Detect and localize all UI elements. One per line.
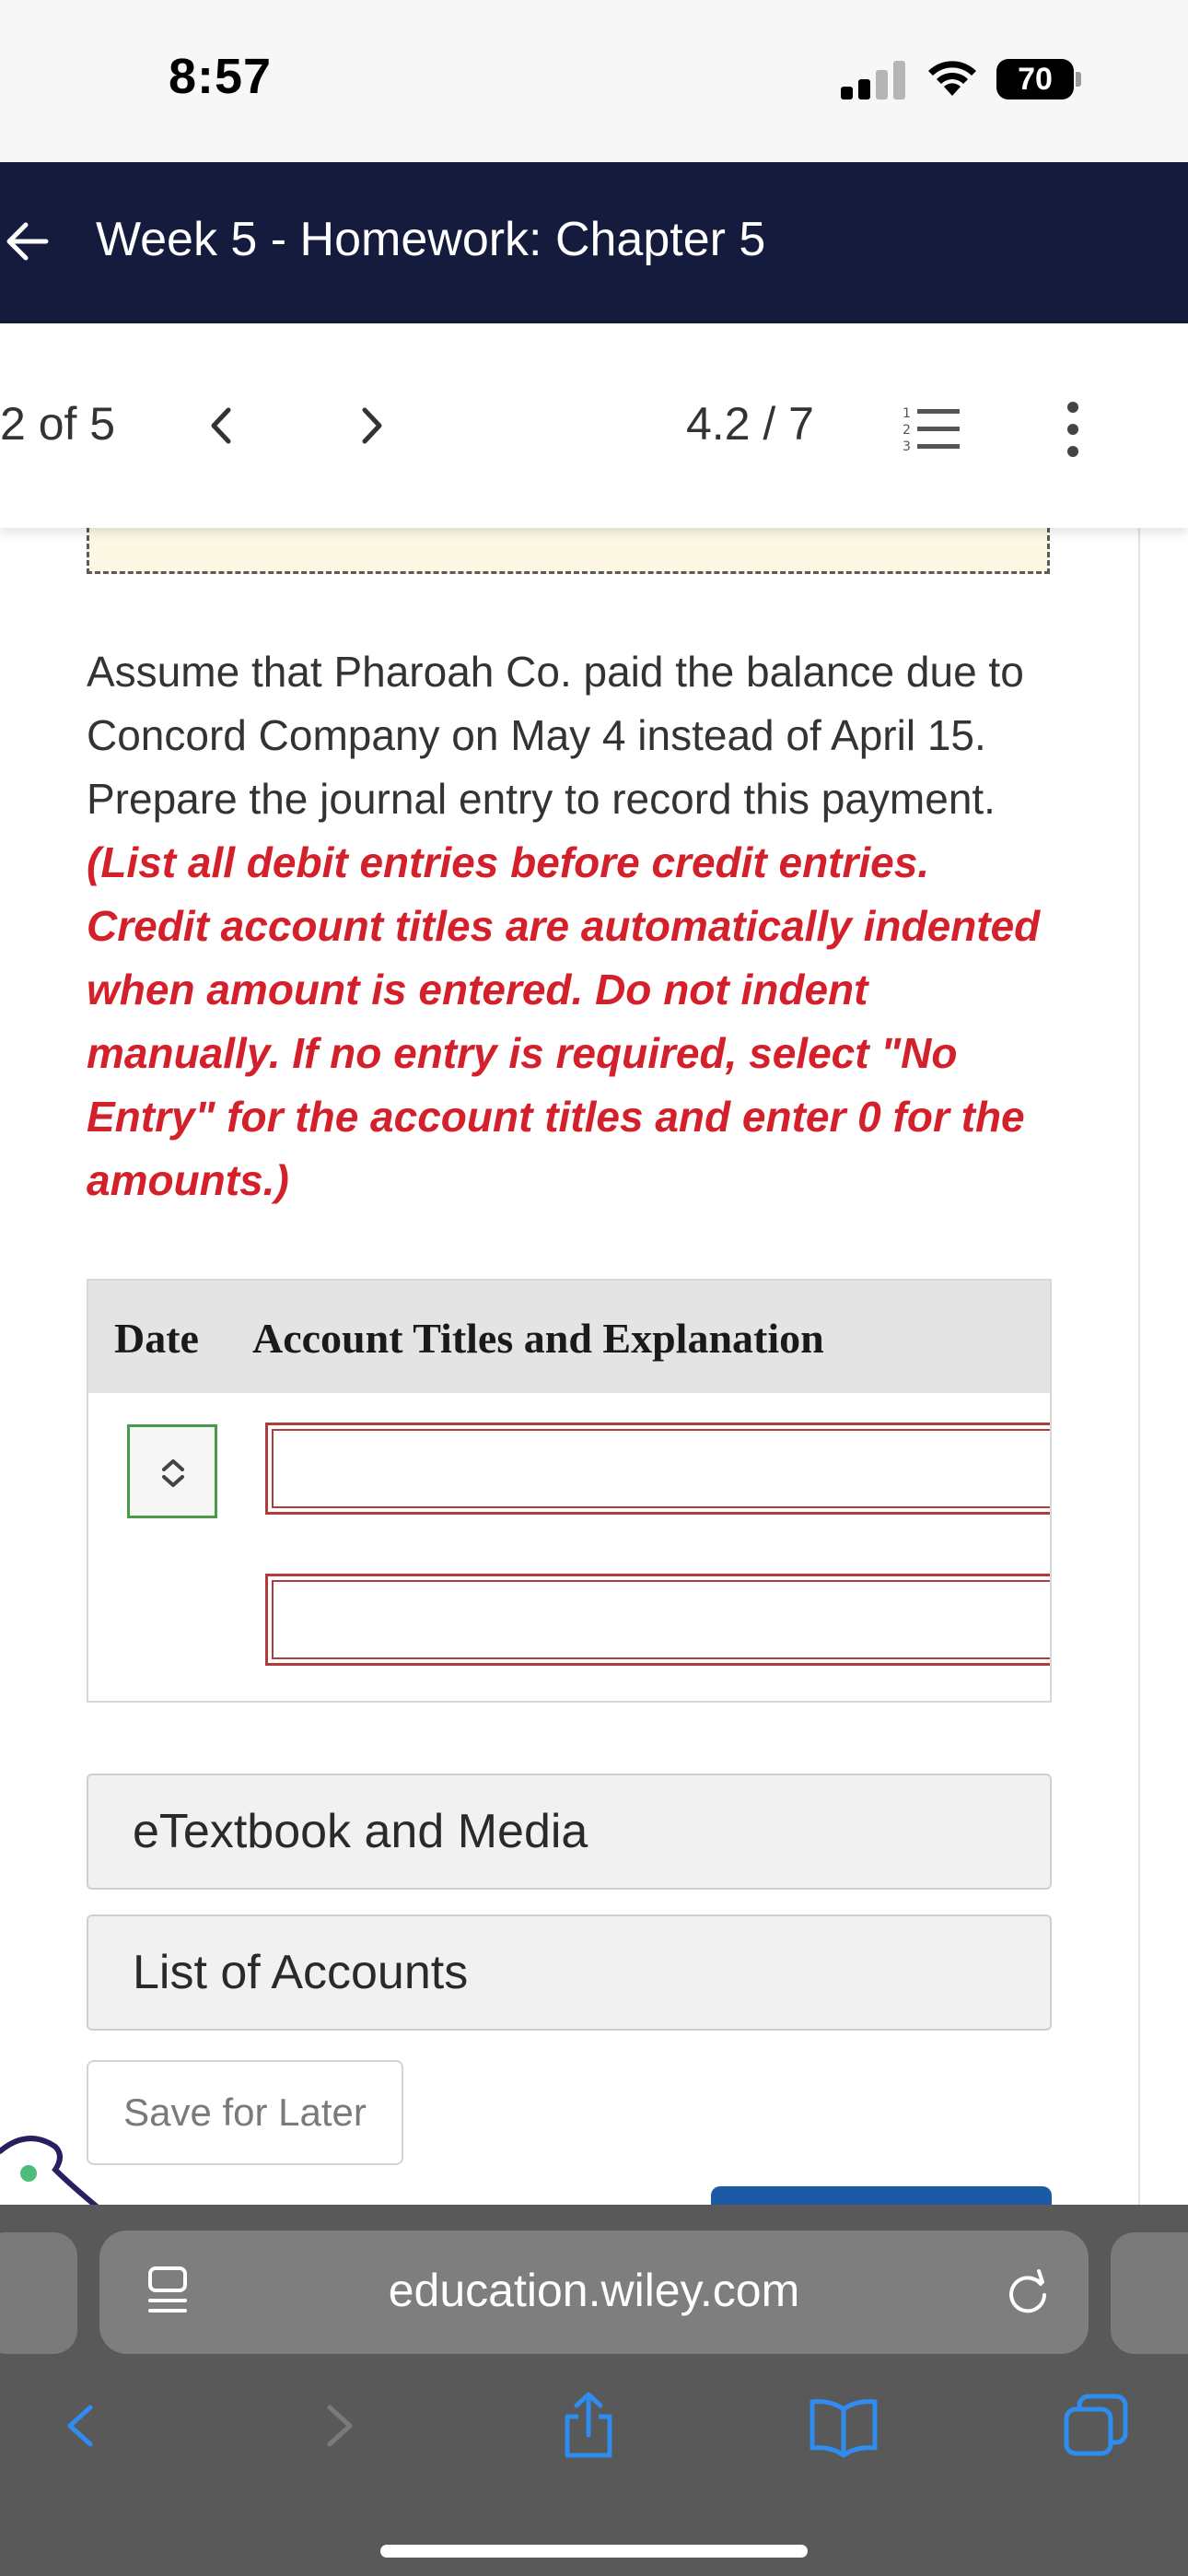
column-header-account: Account Titles and Explanation <box>252 1315 824 1362</box>
journal-header <box>88 1281 1050 1393</box>
svg-text:2: 2 <box>903 423 911 438</box>
account-title-input-1[interactable] <box>265 1423 1052 1515</box>
question-prompt: Assume that Pharoah Co. paid the balance due to Concord Company on May 4 instead of April 15. Prepare the journal entry to record this payment. <box>87 648 1024 823</box>
share-icon[interactable] <box>556 2389 621 2463</box>
question-list-icon[interactable] <box>903 404 961 454</box>
assignment-title: Week 5 - Homework: Chapter 5 <box>96 213 766 266</box>
date-select[interactable] <box>127 1424 217 1518</box>
reload-icon[interactable] <box>1004 2267 1052 2317</box>
journal-entry-table <box>87 1279 1052 1703</box>
wifi-icon <box>925 55 980 98</box>
question-content <box>0 528 1188 2205</box>
browser-chrome <box>0 2205 1188 2576</box>
status-time: 8:57 <box>169 49 273 104</box>
browser-back-icon[interactable] <box>57 2389 103 2463</box>
assistant-mascot-icon[interactable] <box>0 2133 111 2216</box>
svg-text:3: 3 <box>903 439 911 454</box>
chevron-up-down-icon <box>155 1455 192 1492</box>
save-for-later-button[interactable]: Save for Later <box>87 2060 403 2165</box>
etextbook-media-accordion[interactable]: eTextbook and Media <box>87 1774 1052 1890</box>
svg-text:1: 1 <box>903 406 911 421</box>
url-text: education.wiley.com <box>388 2265 800 2316</box>
cell-signal-icon <box>841 61 905 100</box>
next-tab-preview[interactable] <box>1111 2232 1188 2354</box>
back-arrow-icon[interactable] <box>0 214 55 269</box>
question-position: 2 of 5 <box>0 398 116 450</box>
browser-forward-icon[interactable] <box>317 2389 363 2463</box>
question-score: 4.2 / 7 <box>686 398 814 450</box>
column-header-date: Date <box>114 1315 199 1362</box>
status-bar <box>0 0 1188 162</box>
battery-level: 70 <box>996 59 1074 100</box>
battery-icon <box>996 59 1081 100</box>
next-question-button[interactable] <box>352 401 392 451</box>
account-title-input-2[interactable] <box>265 1574 1052 1666</box>
address-bar[interactable] <box>99 2231 1089 2354</box>
more-options-icon[interactable] <box>1059 399 1087 460</box>
previous-question-button[interactable] <box>201 401 241 451</box>
list-of-accounts-accordion[interactable]: List of Accounts <box>87 1914 1052 2031</box>
question-text <box>87 640 1054 1212</box>
bookmarks-icon[interactable] <box>807 2389 880 2463</box>
home-indicator <box>380 2545 808 2558</box>
app-header <box>0 162 1188 323</box>
previous-tab-preview[interactable] <box>0 2232 77 2354</box>
question-instructions: (List all debit entries before credit entries. Credit account titles are automatically indented when amount is entered. Do not indent manually. If no entry is required, select "No Entry" for the account titles and enter 0 for the amounts.) <box>87 838 1041 1204</box>
question-toolbar <box>0 323 1188 528</box>
tabs-icon[interactable] <box>1059 2389 1133 2463</box>
